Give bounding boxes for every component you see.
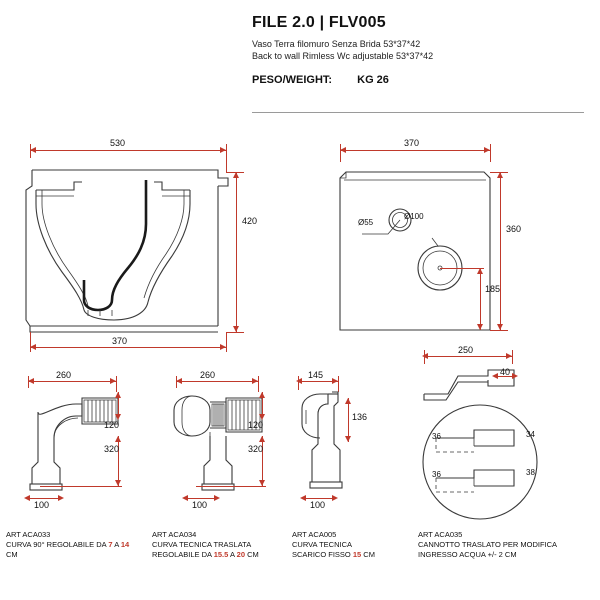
p4-dim-38: 38 [526,468,535,477]
dim-value-185: 185 [485,284,501,294]
p3-dim-100: 100 [310,500,326,510]
p2-arrow-up-120 [259,392,265,398]
weight-row [252,74,582,86]
subtitle-italian: Vaso Terra filomuro Senza Brida 53*37*42 [252,39,421,49]
p1-unit: CM [6,550,18,559]
p3-dim-145: 145 [308,370,324,380]
dim-line-370-front [340,150,490,151]
p2-range-b: 20 [236,550,246,559]
p1-dim-320: 320 [104,444,120,454]
p2-dim-320: 320 [248,444,264,454]
p1-caption [6,530,136,560]
p1-arrow-up-320 [115,436,121,442]
dim-value-530: 530 [110,138,126,148]
p4-code: ART ACA035 [418,530,463,539]
dim-value-360: 360 [506,224,522,234]
dim-ext-right-370-side [226,332,227,352]
p1-dim-100: 100 [34,500,50,510]
p4-arrow-left [422,353,428,359]
p3-desc-1: CURVA TECNICA [292,540,353,549]
p1-ext-bottom [40,486,122,487]
dim-value-370-side: 370 [112,336,128,346]
p3-arrow-right-100 [332,495,338,501]
p3-arrow-left-100 [300,495,306,501]
p3-outline [292,390,382,500]
p4-arrow-left-40 [492,373,498,379]
p3-unit: CM [363,550,375,559]
p4-desc-1: CANNOTTO TRASLATO PER MODIFICA [418,540,558,549]
hole-small-label: Ø55 [358,218,374,227]
dim-ext-top-360 [490,172,508,173]
header [252,14,582,86]
p4-dim-36-bot: 36 [432,470,441,479]
dim-ext-bot-420 [226,332,244,333]
p3-desc-2 [292,550,412,560]
p2-desc-2 [152,550,288,560]
p2-dim-line-260 [176,381,258,382]
p1-range-mid: A [114,540,119,549]
p1-desc-text: CURVA 90° REGOLABILE DA [6,540,107,549]
p2-arrow-up-320 [259,436,265,442]
p1-dim-line-260 [28,381,116,382]
p1-range-a: 7 [108,540,113,549]
p1-dim-120: 120 [104,420,120,430]
dim-arrow-down-185 [477,324,483,330]
dim-line-420 [236,172,237,332]
p2-ext-left [176,376,177,388]
dim-value-370-front: 370 [404,138,420,148]
dim-ext-top-420 [226,172,244,173]
p4-dim-36-top: 36 [432,432,441,441]
side-outline [22,160,252,360]
p4-ext-left [424,350,425,364]
p4-dim-40: 40 [500,367,511,377]
p1-arrow-left-100 [24,495,30,501]
p2-dim-120: 120 [248,420,264,430]
p3-caption [292,530,412,560]
p2-caption [152,530,288,560]
p1-dim-260: 260 [56,370,72,380]
p1-range-b: 14 [120,540,130,549]
p4-dim-line-250 [424,356,512,357]
p3-desc-text: SCARICO FISSO [292,550,351,559]
dim-line-530 [30,150,226,151]
p2-unit: CM [247,550,259,559]
dim-line-370-side [30,347,226,348]
subtitle-english: Back to wall Rimless Wc adjustable 53*37*42 [252,51,434,61]
p4-dim-250: 250 [458,345,474,355]
weight-label: PESO/WEIGHT: [252,74,333,86]
p3-arrow-up-136 [345,398,351,404]
p1-arrow-up-120 [115,392,121,398]
p2-arrow-left-100 [182,495,188,501]
product-subtitle [252,38,582,62]
p1-dim-line-100 [28,498,62,499]
p3-code: ART ACA005 [292,530,337,539]
p4-desc-2: INGRESSO ACQUA +/- 2 CM [418,550,517,559]
p3-arrow-down-136 [345,436,351,442]
p1-desc [6,540,136,560]
page-title: FILE 2.0 | FLV005 [252,14,386,31]
p2-ext-bottom [196,486,266,487]
p1-ext-left [28,376,29,388]
p1-code: ART ACA033 [6,530,51,539]
p4-arrow-right-40 [512,373,518,379]
dim-ext-bot-360 [490,330,508,331]
p2-range-a: 15.5 [213,550,229,559]
p3-ext-left [298,376,299,390]
p2-desc-text: REGOLABILE DA [152,550,212,559]
p3-arrow-left [296,378,302,384]
p4-dim-34: 34 [526,430,535,439]
p2-dim-260: 260 [200,370,216,380]
p4-circle-outline [418,404,548,524]
p4-caption [418,530,590,560]
p2-dim-100: 100 [192,500,208,510]
p2-arrow-right-100 [214,495,220,501]
dim-value-420: 420 [242,216,258,226]
dim-line-185 [480,268,481,330]
weight-value: KG 26 [357,74,389,86]
p3-range-a: 15 [352,550,362,559]
hole-large-label: Ø100 [404,212,424,221]
p4-ext-right [512,350,513,364]
p2-code: ART ACA034 [152,530,197,539]
p2-desc-1: CURVA TECNICA TRASLATA [152,540,252,549]
dim-ext-left-370-side [30,332,31,352]
dim-line-360 [500,172,501,330]
p3-dim-136: 136 [352,412,368,422]
dim-ext-left-530 [30,144,31,158]
dim-ext-top-185 [440,268,484,269]
p2-range-mid: A [229,550,235,559]
header-divider [252,112,584,113]
p1-arrow-right-100 [58,495,64,501]
